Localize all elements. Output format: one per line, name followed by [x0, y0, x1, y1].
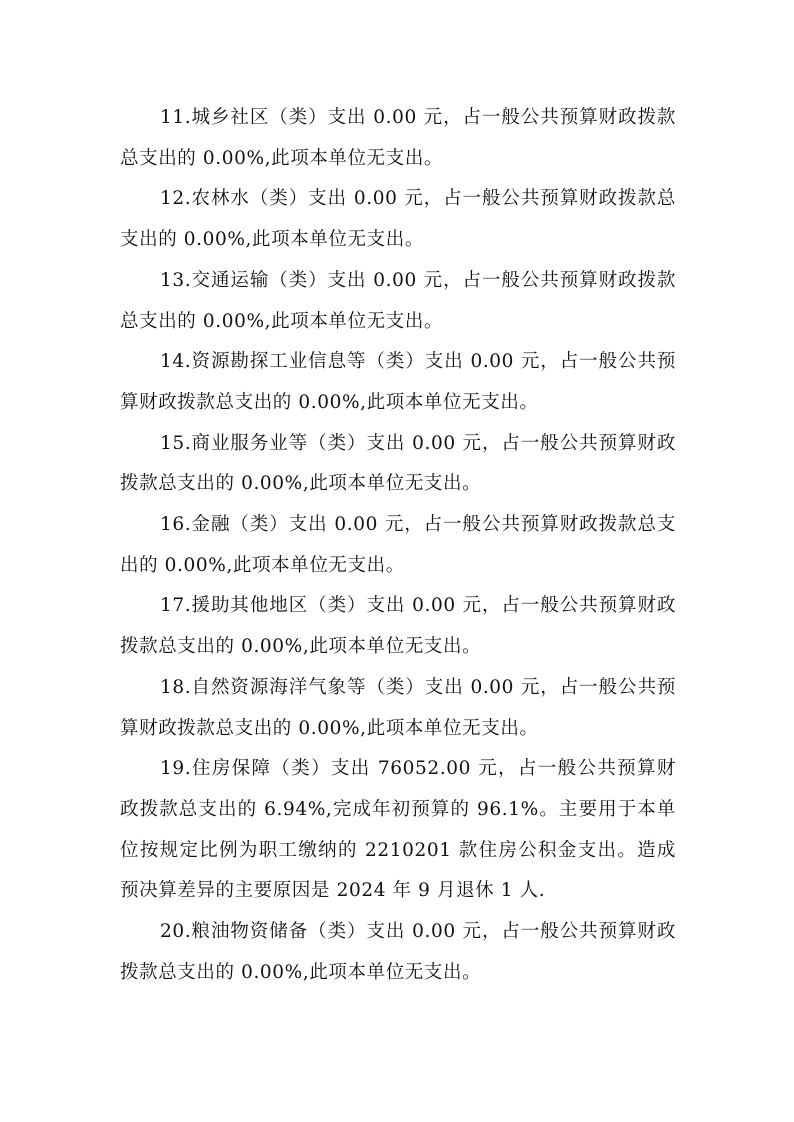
- paragraph-item-16: 16.金融（类）支出 0.00 元，占一般公共预算财政拨款总支出的 0.00%,此项本单位无支出。: [120, 514, 676, 576]
- paragraph-item-20: 20.粮油物资储备（类）支出 0.00 元，占一般公共预算财政拨款总支出的 0.00%,此项本单位无支出。: [120, 921, 676, 983]
- paragraph-item-18: 18.自然资源海洋气象等（类）支出 0.00 元，占一般公共预算财政拨款总支出的 0.00%,此项本单位无支出。: [120, 676, 676, 739]
- paragraph-item-17: 17.援助其他地区（类）支出 0.00 元，占一般公共预算财政拨款总支出的 0.00%,此项本单位无支出。: [120, 595, 676, 658]
- paragraph-item-11: 11.城乡社区（类）支出 0.00 元，占一般公共预算财政拨款总支出的 0.00%,此项本单位无支出。: [120, 107, 676, 169]
- paragraph-item-13: 13.交通运输（类）支出 0.00 元，占一般公共预算财政拨款总支出的 0.00%,此项本单位无支出。: [120, 269, 676, 332]
- paragraph-item-12: 12.农林水（类）支出 0.00 元，占一般公共预算财政拨款总支出的 0.00%,此项本单位无支出。: [120, 188, 676, 251]
- paragraph-item-15: 15.商业服务业等（类）支出 0.00 元，占一般公共预算财政拨款总支出的 0.00%,此项本单位无支出。: [120, 432, 676, 495]
- document-body: [120, 98, 676, 993]
- paragraph-item-14: 14.资源勘探工业信息等（类）支出 0.00 元，占一般公共预算财政拨款总支出的 0.00%,此项本单位无支出。: [120, 351, 676, 413]
- paragraph-item-19: 19.住房保障（类）支出 76052.00 元，占一般公共预算财政拨款总支出的 6.94%,完成年初预算的 96.1%。主要用于本单位按规定比例为职工缴纳的 2210201 款住房公积金支出。造成预决算差异的主要原因是 2024 年 9 月退休 1 人.: [120, 758, 676, 902]
